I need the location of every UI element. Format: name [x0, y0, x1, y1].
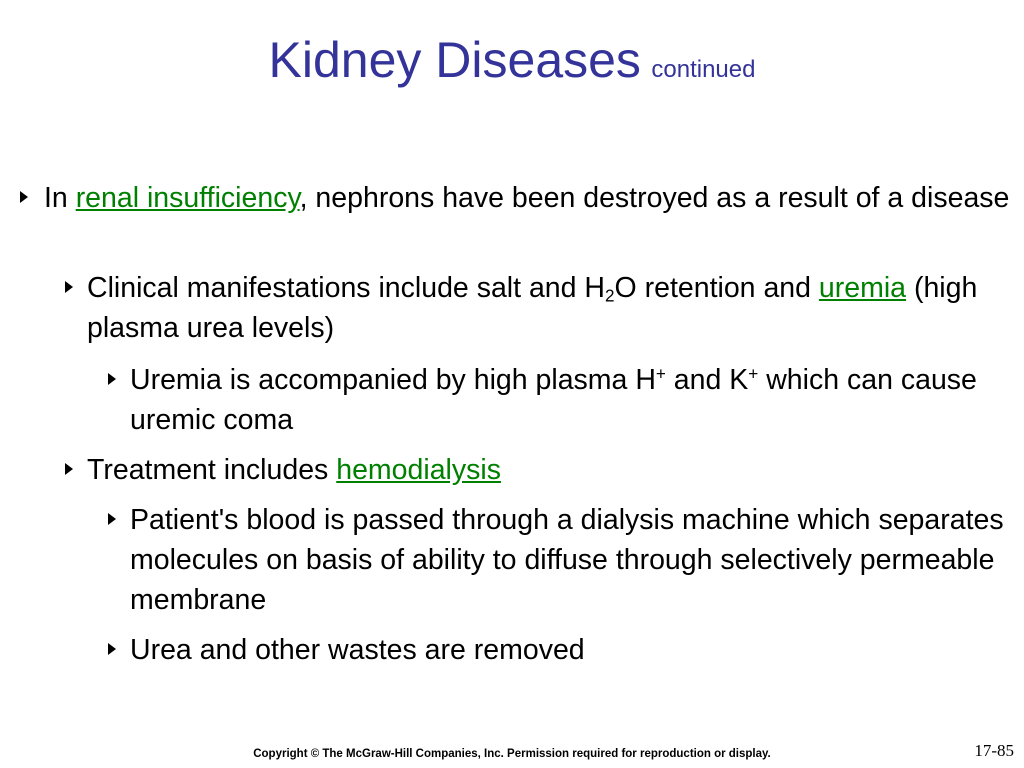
bullet-text: Treatment includes — [87, 454, 337, 486]
term-link-renal-insufficiency[interactable]: renal insufficiency — [75, 182, 300, 214]
copyright-notice: Copyright © The McGraw-Hill Companies, Inc. Permission required for reproduction or display. — [253, 748, 771, 760]
bullet-text: Clinical manifestations include salt and H — [87, 272, 606, 304]
bullet-arrow-icon — [108, 643, 116, 655]
term-link-hemodialysis[interactable]: hemodialysis — [336, 454, 501, 486]
bullet-text: Patient's blood is passed through a dialysis machine which separates molecules on basis of ability to diffuse through selectively permeable membrane — [130, 504, 1004, 616]
superscript: + — [655, 364, 666, 384]
bullet-patient-blood — [130, 500, 1010, 620]
bullet-text: In — [44, 182, 76, 214]
superscript: + — [748, 364, 759, 384]
bullet-treatment — [87, 450, 1007, 490]
bullet-arrow-icon — [65, 463, 73, 475]
slide-title — [0, 30, 1024, 90]
subscript: 2 — [605, 286, 615, 306]
title-continued: continued — [651, 56, 756, 83]
bullet-text: O retention and — [614, 272, 819, 304]
bullet-uremia-accompanied — [130, 360, 1010, 440]
bullet-arrow-icon — [65, 281, 73, 293]
bullet-text: , nephrons have been destroyed as a result of a disease — [299, 182, 1010, 214]
bullet-text: (high plasma urea levels) — [87, 272, 978, 344]
bullet-renal-insufficiency — [44, 178, 1014, 218]
bullet-text: Urea and other wastes are removed — [130, 634, 585, 666]
bullet-text: which can cause uremic coma — [130, 364, 977, 436]
bullet-arrow-icon — [108, 373, 116, 385]
page-number: 17-85 — [974, 741, 1014, 760]
bullet-clinical-manifestations — [87, 268, 1007, 348]
bullet-arrow-icon — [20, 191, 28, 203]
bullet-urea-removed — [130, 630, 1010, 670]
term-link-uremia[interactable]: uremia — [818, 272, 907, 304]
bullet-text: and K — [665, 364, 749, 396]
bullet-arrow-icon — [108, 513, 116, 525]
bullet-text: Uremia is accompanied by high plasma H — [130, 364, 656, 396]
title-text: Kidney Diseases — [268, 32, 641, 88]
